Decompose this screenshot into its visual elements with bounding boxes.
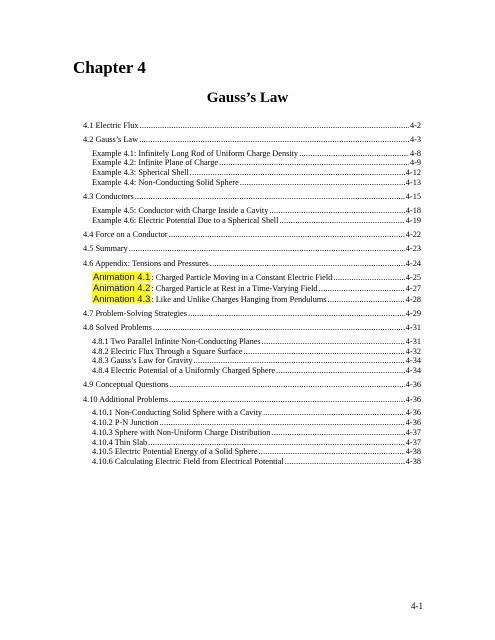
toc-subsection-row[interactable]	[83, 366, 421, 376]
toc-leader-dots	[262, 337, 405, 347]
toc-page-number: 4-31	[405, 323, 421, 333]
toc-subsection-row[interactable]	[83, 356, 421, 366]
animation-tag[interactable]: Animation 4.2	[93, 281, 151, 293]
toc-leader-dots	[159, 418, 404, 428]
toc-page-number: 4-24	[405, 258, 421, 268]
toc-subsection-row[interactable]	[83, 216, 421, 226]
toc-page-number: 4-29	[405, 309, 421, 319]
toc-section-row[interactable]	[83, 121, 421, 131]
toc-leader-dots	[129, 244, 405, 254]
toc-page-number: 4-36	[405, 394, 421, 404]
toc-page-number: 4-2	[409, 121, 421, 130]
toc-subsection-row[interactable]	[83, 168, 421, 178]
toc-page-number: 4-31	[405, 336, 421, 346]
toc-subsection-label: Example 4.1: Infinitely Long Rod of Uniform Charge Density	[92, 148, 299, 158]
toc-subsection-row[interactable]	[83, 149, 421, 159]
toc-subsection-label: Example 4.6: Electric Potential Due to a Spherical Shell	[92, 215, 279, 225]
toc-section-row[interactable]	[83, 192, 421, 202]
toc-page-number: 4-36	[405, 408, 421, 418]
toc-page-number: 4-8	[409, 148, 421, 158]
toc-subsection-row[interactable]	[83, 428, 421, 438]
toc-subsection-label: 4.10.3 Sphere with Non-Uniform Charge Distribution	[92, 427, 271, 437]
toc-subsection-label: 4.10.5 Electric Potential Energy of a Solid Sphere	[92, 447, 258, 457]
toc-subsection-label: Example 4.4: Non-Conducting Solid Sphere	[92, 178, 239, 188]
toc-subsection-label: 4.10.1 Non-Conducting Solid Sphere with a Cavity	[92, 408, 263, 418]
toc-subsection-label: : Charged Particle at Rest in a Time-Varying Field	[151, 283, 318, 293]
toc-section-row[interactable]	[83, 380, 421, 390]
toc-page-number: 4-19	[405, 215, 421, 225]
toc-page-number: 4-13	[405, 178, 421, 188]
toc-page-number: 4-22	[405, 229, 421, 239]
toc-subsection-row[interactable]	[83, 206, 421, 216]
toc-leader-dots	[328, 295, 405, 305]
toc-section-label: 4.6 Appendix: Tensions and Pressures	[83, 258, 209, 268]
toc-subsection-label: 4.8.3 Gauss’s Law for Gravity	[92, 356, 193, 366]
toc-section-row[interactable]	[83, 395, 421, 405]
toc-leader-dots	[271, 428, 404, 438]
toc-subsection-row[interactable]	[83, 337, 421, 347]
animation-tag[interactable]: Animation 4.3	[93, 292, 151, 304]
chapter-heading: Chapter 4	[73, 58, 146, 77]
page-title: Gauss’s Law	[206, 90, 289, 106]
toc-leader-dots	[259, 447, 405, 457]
toc-animation-row[interactable]	[83, 294, 421, 305]
toc-leader-dots	[333, 273, 404, 283]
toc-page-number: 4-36	[405, 417, 421, 427]
toc-animation-row[interactable]	[83, 283, 421, 294]
toc-page-number: 4-18	[405, 205, 421, 215]
toc-page-number: 4-38	[405, 447, 421, 457]
toc-subsection-label: 4.10.4 Thin Slab	[92, 437, 148, 447]
toc-page-number: 4-37	[405, 437, 421, 447]
toc-section-row[interactable]	[83, 244, 421, 254]
toc-leader-dots	[219, 158, 409, 168]
toc-leader-dots	[285, 457, 405, 467]
toc-leader-dots	[263, 408, 405, 418]
toc-section-row[interactable]	[83, 259, 421, 269]
toc-subsection-label: 4.8.2 Electric Flux Through a Square Surface	[92, 346, 243, 356]
toc-subsection-row[interactable]	[83, 418, 421, 428]
toc-subsection-row[interactable]	[83, 457, 421, 467]
toc-section-label: 4.7 Problem-Solving Strategies	[83, 309, 187, 319]
toc-leader-dots	[299, 149, 409, 159]
toc-section-label: 4.4 Force on a Conductor	[83, 229, 168, 239]
toc-leader-dots	[319, 284, 405, 294]
toc-leader-dots	[279, 216, 404, 226]
toc-subsection-label: Example 4.5: Conductor with Charge Inside a Cavity	[92, 205, 269, 215]
toc-page-number: 4-38	[405, 457, 421, 467]
toc-section-label: 4.1 Electric Flux	[83, 121, 139, 130]
toc-subsection-label: 4.10.6 Calculating Electric Field from Electrical Potential	[92, 457, 284, 467]
toc-subsection-label: Example 4.3: Spherical Shell	[92, 168, 189, 178]
toc-leader-dots	[190, 168, 405, 178]
toc-page-number: 4-23	[405, 244, 421, 254]
toc-page-number: 4-12	[405, 168, 421, 178]
toc-leader-dots	[140, 121, 409, 131]
toc-leader-dots	[269, 206, 404, 216]
toc-leader-dots	[169, 230, 405, 240]
toc-subsection-row[interactable]	[83, 438, 421, 448]
toc-subsection-label: 4.8.4 Electric Potential of a Uniformly Charged Sphere	[92, 366, 276, 376]
toc-section-row[interactable]	[83, 323, 421, 333]
toc-page-number: 4-3	[409, 135, 421, 145]
toc-page-number: 4-27	[405, 283, 421, 293]
toc-section-label: 4.10 Additional Problems	[83, 394, 169, 404]
table-of-contents	[83, 121, 421, 467]
toc-section-row[interactable]	[83, 135, 421, 145]
toc-page-number: 4-9	[409, 158, 421, 168]
toc-page-number: 4-36	[405, 380, 421, 390]
toc-leader-dots	[169, 395, 405, 405]
toc-subsection-row[interactable]	[83, 408, 421, 418]
toc-leader-dots	[139, 135, 409, 145]
toc-section-label: 4.8 Solved Problems	[83, 323, 152, 333]
animation-tag[interactable]: Animation 4.1	[93, 271, 151, 283]
toc-page-number: 4-34	[405, 356, 421, 366]
toc-leader-dots	[188, 309, 405, 319]
toc-leader-dots	[240, 178, 405, 188]
toc-page-number: 4-15	[405, 192, 421, 202]
toc-section-label: 4.3 Conductors	[83, 192, 134, 202]
toc-subsection-label: 4.8.1 Two Parallel Infinite Non-Conducting Planes	[92, 336, 261, 346]
toc-leader-dots	[153, 323, 405, 333]
toc-page-number: 4-25	[405, 273, 421, 283]
toc-page-number: 4-37	[405, 427, 421, 437]
toc-section-label: 4.9 Conceptual Questions	[83, 380, 169, 390]
toc-section-label: 4.2 Gauss’s Law	[83, 135, 139, 145]
toc-subsection-label: Example 4.2: Infinite Plane of Charge	[92, 158, 219, 168]
page-number: 4-1	[411, 601, 423, 611]
toc-page-number: 4-28	[405, 294, 421, 304]
toc-leader-dots	[193, 356, 404, 366]
toc-leader-dots	[148, 438, 405, 448]
toc-leader-dots	[276, 366, 405, 376]
toc-subsection-label: : Like and Unlike Charges Hanging from Pendulums	[151, 294, 327, 304]
toc-subsection-label: 4.10.2 P-N Junction	[92, 417, 159, 427]
toc-subsection-row[interactable]	[83, 158, 421, 168]
toc-leader-dots	[244, 347, 405, 357]
toc-page-number: 4-34	[405, 366, 421, 376]
toc-subsection-label: : Charged Particle Moving in a Constant Electric Field	[151, 273, 333, 283]
toc-page-number: 4-32	[405, 346, 421, 356]
toc-leader-dots	[210, 259, 405, 269]
toc-subsection-row[interactable]	[83, 178, 421, 188]
toc-section-label: 4.5 Summary	[83, 244, 128, 254]
toc-subsection-row[interactable]	[83, 347, 421, 357]
toc-section-row[interactable]	[83, 230, 421, 240]
toc-leader-dots	[170, 380, 405, 390]
toc-subsection-row[interactable]	[83, 447, 421, 457]
toc-section-row[interactable]	[83, 309, 421, 319]
toc-leader-dots	[135, 192, 405, 202]
